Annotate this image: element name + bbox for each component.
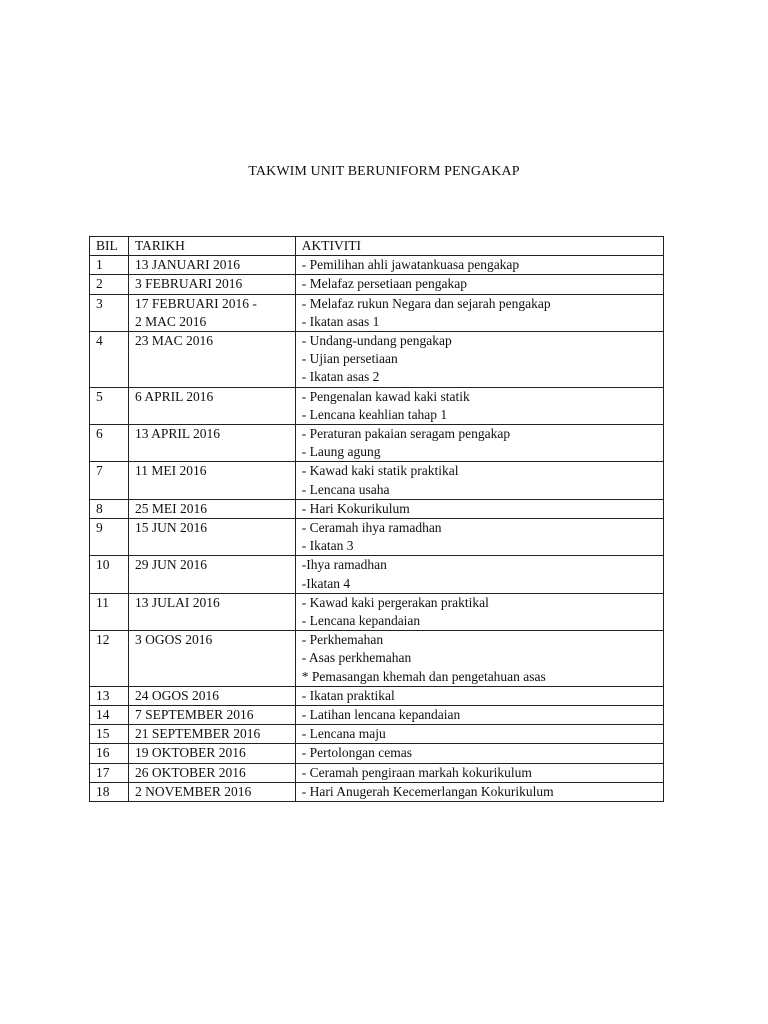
aktiviti-line: - Asas perkhemahan — [301, 650, 412, 666]
cell-tarikh — [128, 294, 295, 331]
cell-bil: 11 — [90, 593, 129, 630]
cell-bil: 14 — [90, 706, 129, 725]
aktiviti-line: - Ikatan 3 — [301, 538, 354, 554]
cell-aktiviti — [295, 425, 663, 462]
table-row — [90, 256, 664, 275]
table-row — [90, 686, 664, 705]
cell-tarikh — [128, 462, 295, 499]
tarikh-line: 11 MEI 2016 — [134, 463, 207, 479]
cell-aktiviti — [295, 256, 663, 275]
aktiviti-line: - Lencana keahlian tahap 1 — [301, 406, 448, 422]
cell-bil: 6 — [90, 425, 129, 462]
header-tarikh: TARIKH — [128, 237, 295, 256]
cell-tarikh — [128, 593, 295, 630]
aktiviti-line: -Ikatan 4 — [301, 575, 351, 591]
aktiviti-line: - Lencana usaha — [301, 481, 390, 497]
aktiviti-line: - Lencana kepandaian — [301, 613, 421, 629]
tarikh-line: 24 OGOS 2016 — [134, 687, 219, 703]
aktiviti-line: - Kawad kaki statik praktikal — [301, 463, 459, 479]
tarikh-line: 2 MAC 2016 — [134, 313, 207, 329]
cell-bil: 13 — [90, 686, 129, 705]
cell-bil: 5 — [90, 387, 129, 424]
cell-tarikh — [128, 256, 295, 275]
cell-aktiviti — [295, 686, 663, 705]
tarikh-line: 26 OKTOBER 2016 — [134, 764, 246, 780]
cell-aktiviti — [295, 275, 663, 294]
table-header-row — [90, 237, 664, 256]
aktiviti-line: - Ceramah ihya ramadhan — [301, 520, 442, 536]
cell-tarikh — [128, 706, 295, 725]
cell-tarikh — [128, 763, 295, 782]
cell-aktiviti — [295, 782, 663, 801]
aktiviti-line: * Pemasangan khemah dan pengetahuan asas — [301, 668, 546, 684]
aktiviti-line: - Hari Anugerah Kecemerlangan Kokurikulum — [301, 783, 554, 799]
cell-bil: 4 — [90, 332, 129, 388]
cell-bil: 17 — [90, 763, 129, 782]
tarikh-line: 13 JULAI 2016 — [134, 594, 220, 610]
tarikh-line: 13 APRIL 2016 — [134, 426, 220, 442]
aktiviti-line: - Pemilihan ahli jawatankuasa pengakap — [301, 257, 520, 273]
cell-tarikh — [128, 519, 295, 556]
table-row — [90, 725, 664, 744]
table-row — [90, 744, 664, 763]
tarikh-line: 25 MEI 2016 — [134, 500, 207, 516]
aktiviti-line: - Undang-undang pengakap — [301, 333, 452, 349]
aktiviti-line: - Ikatan asas 1 — [301, 313, 380, 329]
aktiviti-line: -Ihya ramadhan — [301, 557, 387, 573]
cell-bil: 8 — [90, 499, 129, 518]
cell-bil: 10 — [90, 556, 129, 593]
table-row — [90, 593, 664, 630]
tarikh-line: 23 MAC 2016 — [134, 333, 213, 349]
aktiviti-line: - Ujian persetiaan — [301, 351, 398, 367]
cell-tarikh — [128, 499, 295, 518]
cell-aktiviti — [295, 387, 663, 424]
table-row — [90, 425, 664, 462]
aktiviti-line: - Perkhemahan — [301, 632, 384, 648]
tarikh-line: 6 APRIL 2016 — [134, 388, 214, 404]
aktiviti-line: - Hari Kokurikulum — [301, 500, 410, 516]
tarikh-line: 13 JANUARI 2016 — [134, 257, 240, 273]
table-row — [90, 294, 664, 331]
tarikh-line: 3 OGOS 2016 — [134, 632, 213, 648]
cell-aktiviti — [295, 763, 663, 782]
table-row — [90, 519, 664, 556]
cell-aktiviti — [295, 499, 663, 518]
table-row — [90, 499, 664, 518]
cell-tarikh — [128, 782, 295, 801]
cell-bil: 2 — [90, 275, 129, 294]
cell-tarikh — [128, 686, 295, 705]
aktiviti-line: - Kawad kaki pergerakan praktikal — [301, 594, 489, 610]
cell-aktiviti — [295, 462, 663, 499]
cell-bil: 16 — [90, 744, 129, 763]
cell-tarikh — [128, 725, 295, 744]
tarikh-line: 19 OKTOBER 2016 — [134, 745, 246, 761]
cell-bil: 12 — [90, 631, 129, 687]
cell-tarikh — [128, 744, 295, 763]
tarikh-line: 17 FEBRUARI 2016 - — [134, 295, 257, 311]
cell-bil: 1 — [90, 256, 129, 275]
cell-aktiviti — [295, 332, 663, 388]
tarikh-line: 3 FEBRUARI 2016 — [134, 276, 243, 292]
aktiviti-line: - Melafaz rukun Negara dan sejarah pengakap — [301, 295, 551, 311]
cell-tarikh — [128, 425, 295, 462]
table-row — [90, 462, 664, 499]
cell-aktiviti — [295, 294, 663, 331]
cell-tarikh — [128, 332, 295, 388]
table-row — [90, 275, 664, 294]
aktiviti-line: - Latihan lencana kepandaian — [301, 707, 461, 723]
table-row — [90, 706, 664, 725]
table-row — [90, 763, 664, 782]
table-body — [90, 256, 664, 802]
cell-aktiviti — [295, 706, 663, 725]
cell-bil: 18 — [90, 782, 129, 801]
takwim-table — [89, 236, 664, 802]
aktiviti-line: - Pertolongan cemas — [301, 745, 412, 761]
table-row — [90, 782, 664, 801]
tarikh-line: 7 SEPTEMBER 2016 — [134, 707, 254, 723]
cell-tarikh — [128, 275, 295, 294]
cell-aktiviti — [295, 556, 663, 593]
cell-bil: 3 — [90, 294, 129, 331]
table-row — [90, 556, 664, 593]
table-row — [90, 631, 664, 687]
aktiviti-line: - Laung agung — [301, 444, 381, 460]
cell-bil: 7 — [90, 462, 129, 499]
aktiviti-line: - Peraturan pakaian seragam pengakap — [301, 426, 511, 442]
cell-aktiviti — [295, 725, 663, 744]
table-row — [90, 332, 664, 388]
table-row — [90, 387, 664, 424]
cell-tarikh — [128, 556, 295, 593]
aktiviti-line: - Ikatan asas 2 — [301, 369, 380, 385]
cell-aktiviti — [295, 519, 663, 556]
document-title: TAKWIM UNIT BERUNIFORM PENGAKAP — [248, 164, 520, 179]
cell-bil: 15 — [90, 725, 129, 744]
cell-aktiviti — [295, 631, 663, 687]
header-aktiviti: AKTIVITI — [295, 237, 663, 256]
header-bil: BIL — [90, 237, 129, 256]
aktiviti-line: - Pengenalan kawad kaki statik — [301, 388, 470, 404]
aktiviti-line: - Ikatan praktikal — [301, 687, 395, 703]
cell-tarikh — [128, 387, 295, 424]
tarikh-line: 21 SEPTEMBER 2016 — [134, 726, 261, 742]
aktiviti-line: - Ceramah pengiraan markah kokurikulum — [301, 764, 532, 780]
tarikh-line: 15 JUN 2016 — [134, 520, 207, 536]
aktiviti-line: - Melafaz persetiaan pengakap — [301, 276, 468, 292]
tarikh-line: 29 JUN 2016 — [134, 557, 207, 573]
aktiviti-line: - Lencana maju — [301, 726, 386, 742]
cell-tarikh — [128, 631, 295, 687]
cell-aktiviti — [295, 593, 663, 630]
cell-aktiviti — [295, 744, 663, 763]
tarikh-line: 2 NOVEMBER 2016 — [134, 783, 252, 799]
cell-bil: 9 — [90, 519, 129, 556]
